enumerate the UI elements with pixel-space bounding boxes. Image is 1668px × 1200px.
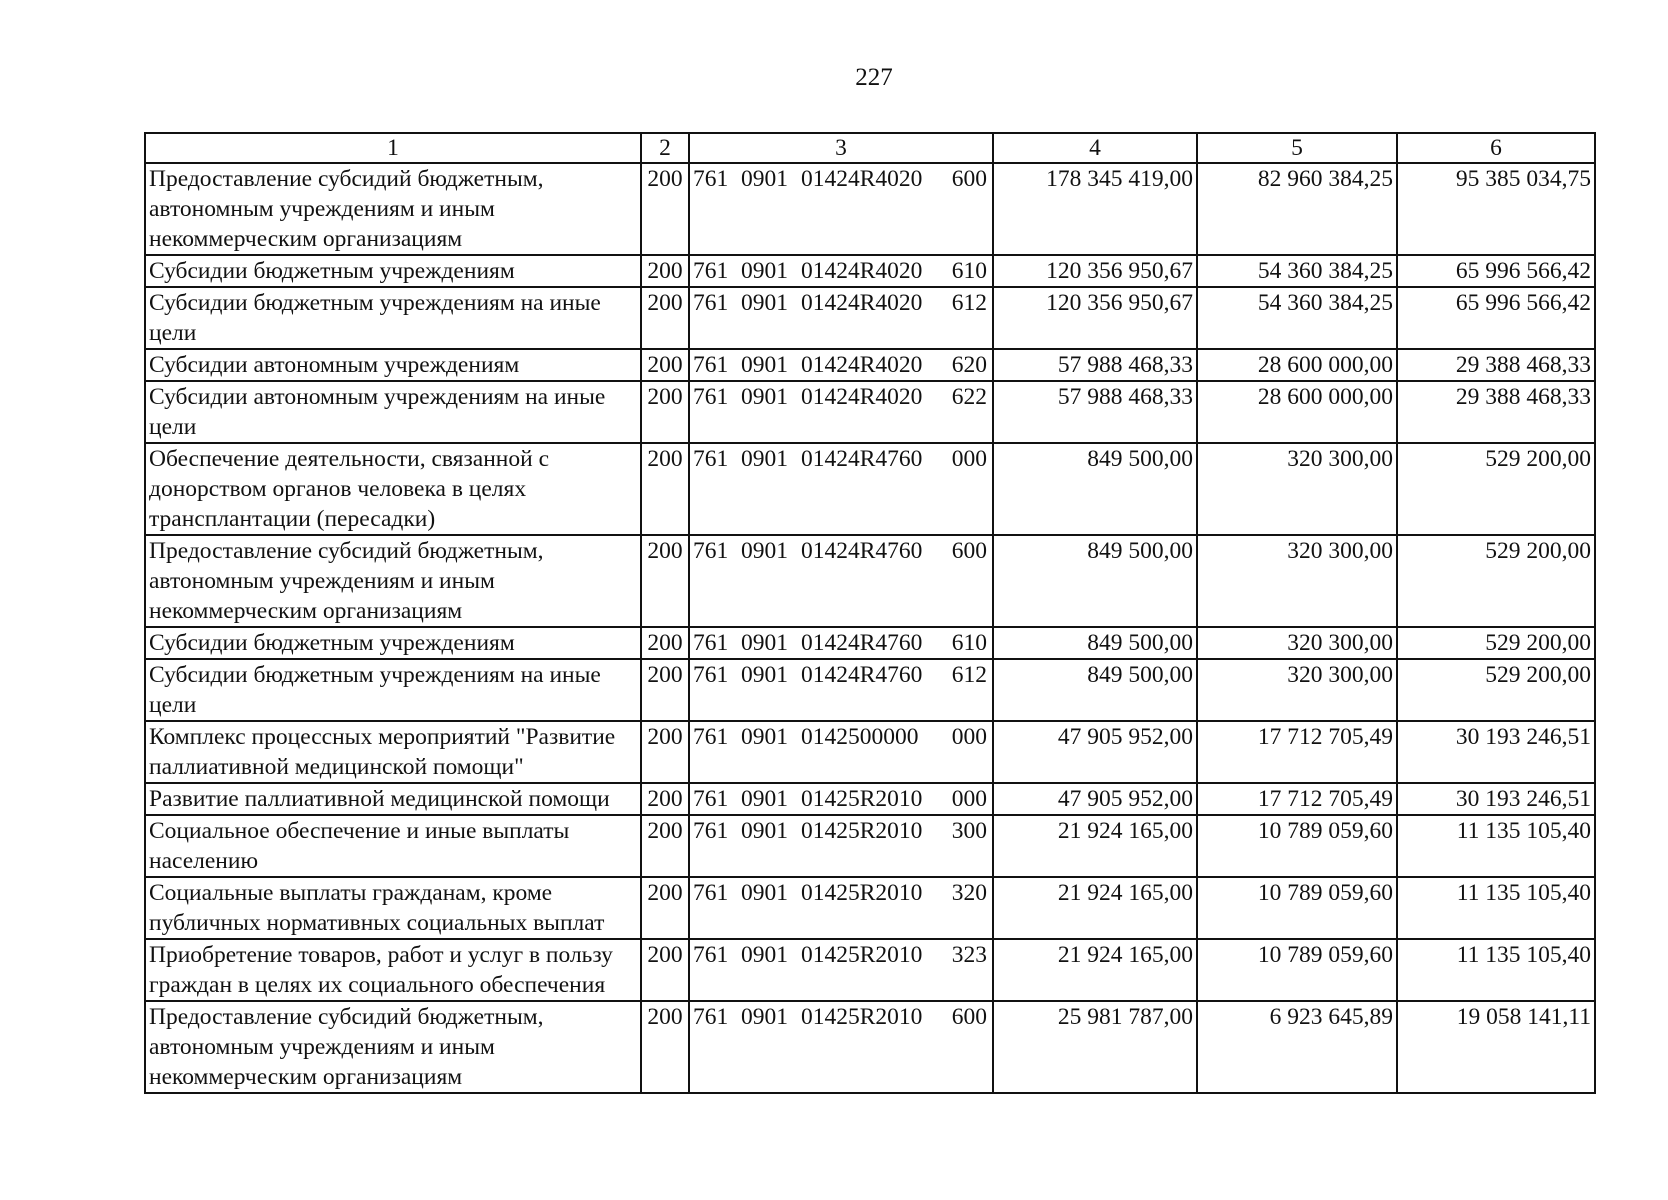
code-cell: 200 bbox=[641, 381, 689, 443]
amount-col5-cell: 82 960 384,25 bbox=[1197, 163, 1397, 255]
target-article-code: 01425R2010 bbox=[801, 942, 923, 968]
target-article-code: 01424R4020 bbox=[801, 384, 923, 410]
code-cell: 200 bbox=[641, 443, 689, 535]
expense-type-code: 600 bbox=[951, 166, 987, 192]
header-cell: 2 bbox=[641, 133, 689, 163]
classification-cell bbox=[689, 721, 993, 783]
amount-col4-cell: 849 500,00 bbox=[993, 627, 1197, 659]
classification-cell bbox=[689, 255, 993, 287]
amount-col6-cell: 29 388 468,33 bbox=[1397, 349, 1595, 381]
target-article-code: 01424R4020 bbox=[801, 258, 923, 284]
amount-col6-cell: 11 135 105,40 bbox=[1397, 877, 1595, 939]
admin-code: 761 bbox=[693, 166, 729, 192]
admin-code: 761 bbox=[693, 662, 729, 688]
admin-code: 761 bbox=[693, 786, 729, 812]
admin-code: 761 bbox=[693, 446, 729, 472]
classification-cell bbox=[689, 659, 993, 721]
amount-col4-cell: 120 356 950,67 bbox=[993, 287, 1197, 349]
target-article-code: 01425R2010 bbox=[801, 880, 923, 906]
amount-col6-cell: 529 200,00 bbox=[1397, 535, 1595, 627]
table-row bbox=[145, 535, 1595, 627]
expense-type-code: 610 bbox=[951, 258, 987, 284]
amount-col6-cell: 65 996 566,42 bbox=[1397, 287, 1595, 349]
amount-col6-cell: 529 200,00 bbox=[1397, 443, 1595, 535]
amount-col4-cell: 57 988 468,33 bbox=[993, 349, 1197, 381]
amount-col4-cell: 25 981 787,00 bbox=[993, 1001, 1197, 1093]
amount-col6-cell: 95 385 034,75 bbox=[1397, 163, 1595, 255]
table-row bbox=[145, 877, 1595, 939]
expense-type-code: 620 bbox=[951, 352, 987, 378]
classification-cell bbox=[689, 535, 993, 627]
expense-type-code: 000 bbox=[951, 446, 987, 472]
admin-code: 761 bbox=[693, 384, 729, 410]
code-cell: 200 bbox=[641, 627, 689, 659]
table-row bbox=[145, 939, 1595, 1001]
classification-cell bbox=[689, 1001, 993, 1093]
table-row bbox=[145, 721, 1595, 783]
amount-col4-cell: 47 905 952,00 bbox=[993, 721, 1197, 783]
item-name-cell: Приобретение товаров, работ и услуг в пользу граждан в целях их социального обеспечения bbox=[145, 939, 641, 1001]
table-row bbox=[145, 381, 1595, 443]
section-code: 0901 bbox=[741, 818, 788, 844]
classification-cell bbox=[689, 287, 993, 349]
target-article-code: 01424R4760 bbox=[801, 538, 923, 564]
amount-col6-cell: 65 996 566,42 bbox=[1397, 255, 1595, 287]
target-article-code: 01424R4020 bbox=[801, 352, 923, 378]
admin-code: 761 bbox=[693, 818, 729, 844]
amount-col5-cell: 54 360 384,25 bbox=[1197, 255, 1397, 287]
table-row bbox=[145, 443, 1595, 535]
amount-col5-cell: 320 300,00 bbox=[1197, 443, 1397, 535]
section-code: 0901 bbox=[741, 786, 788, 812]
amount-col4-cell: 849 500,00 bbox=[993, 659, 1197, 721]
header-cell: 3 bbox=[689, 133, 993, 163]
item-name-cell: Обеспечение деятельности, связанной с донорством органов человека в целях трансплантации (пересадки) bbox=[145, 443, 641, 535]
expense-type-code: 323 bbox=[951, 942, 987, 968]
section-code: 0901 bbox=[741, 662, 788, 688]
classification-cell bbox=[689, 163, 993, 255]
amount-col4-cell: 21 924 165,00 bbox=[993, 877, 1197, 939]
amount-col6-cell: 11 135 105,40 bbox=[1397, 815, 1595, 877]
admin-code: 761 bbox=[693, 258, 729, 284]
admin-code: 761 bbox=[693, 352, 729, 378]
expense-type-code: 612 bbox=[951, 290, 987, 316]
table-row bbox=[145, 255, 1595, 287]
target-article-code: 01424R4020 bbox=[801, 166, 923, 192]
header-cell: 1 bbox=[145, 133, 641, 163]
code-cell: 200 bbox=[641, 255, 689, 287]
table-row bbox=[145, 815, 1595, 877]
item-name-cell: Предоставление субсидий бюджетным, автономным учреждениям и иным некоммерческим организациям bbox=[145, 1001, 641, 1093]
item-name-cell: Развитие паллиативной медицинской помощи bbox=[145, 783, 641, 815]
target-article-code: 0142500000 bbox=[801, 724, 919, 750]
classification-cell bbox=[689, 877, 993, 939]
item-name-cell: Субсидии автономным учреждениям bbox=[145, 349, 641, 381]
item-name-cell: Социальные выплаты гражданам, кроме публичных нормативных социальных выплат bbox=[145, 877, 641, 939]
admin-code: 761 bbox=[693, 1004, 729, 1030]
code-cell: 200 bbox=[641, 659, 689, 721]
target-article-code: 01425R2010 bbox=[801, 1004, 923, 1030]
section-code: 0901 bbox=[741, 384, 788, 410]
amount-col4-cell: 178 345 419,00 bbox=[993, 163, 1197, 255]
amount-col5-cell: 10 789 059,60 bbox=[1197, 815, 1397, 877]
section-code: 0901 bbox=[741, 258, 788, 284]
target-article-code: 01424R4760 bbox=[801, 446, 923, 472]
amount-col5-cell: 320 300,00 bbox=[1197, 627, 1397, 659]
amount-col6-cell: 11 135 105,40 bbox=[1397, 939, 1595, 1001]
header-cell: 4 bbox=[993, 133, 1197, 163]
expense-type-code: 612 bbox=[951, 662, 987, 688]
section-code: 0901 bbox=[741, 538, 788, 564]
table-row bbox=[145, 349, 1595, 381]
amount-col4-cell: 21 924 165,00 bbox=[993, 939, 1197, 1001]
header-cell: 6 bbox=[1397, 133, 1595, 163]
amount-col5-cell: 17 712 705,49 bbox=[1197, 783, 1397, 815]
table-row bbox=[145, 627, 1595, 659]
amount-col5-cell: 28 600 000,00 bbox=[1197, 349, 1397, 381]
target-article-code: 01424R4020 bbox=[801, 290, 923, 316]
item-name-cell: Социальное обеспечение и иные выплаты населению bbox=[145, 815, 641, 877]
admin-code: 761 bbox=[693, 538, 729, 564]
item-name-cell: Субсидии бюджетным учреждениям bbox=[145, 255, 641, 287]
amount-col6-cell: 29 388 468,33 bbox=[1397, 381, 1595, 443]
code-cell: 200 bbox=[641, 783, 689, 815]
admin-code: 761 bbox=[693, 724, 729, 750]
classification-cell bbox=[689, 349, 993, 381]
expense-type-code: 622 bbox=[951, 384, 987, 410]
code-cell: 200 bbox=[641, 939, 689, 1001]
target-article-code: 01425R2010 bbox=[801, 818, 923, 844]
section-code: 0901 bbox=[741, 1004, 788, 1030]
item-name-cell: Субсидии бюджетным учреждениям bbox=[145, 627, 641, 659]
amount-col6-cell: 529 200,00 bbox=[1397, 627, 1595, 659]
expense-type-code: 600 bbox=[951, 538, 987, 564]
code-cell: 200 bbox=[641, 535, 689, 627]
item-name-cell: Субсидии бюджетным учреждениям на иные цели bbox=[145, 287, 641, 349]
table-row bbox=[145, 783, 1595, 815]
amount-col4-cell: 47 905 952,00 bbox=[993, 783, 1197, 815]
classification-cell bbox=[689, 939, 993, 1001]
amount-col6-cell: 19 058 141,11 bbox=[1397, 1001, 1595, 1093]
item-name-cell: Предоставление субсидий бюджетным, автономным учреждениям и иным некоммерческим организациям bbox=[145, 535, 641, 627]
amount-col4-cell: 849 500,00 bbox=[993, 443, 1197, 535]
amount-col5-cell: 10 789 059,60 bbox=[1197, 939, 1397, 1001]
code-cell: 200 bbox=[641, 877, 689, 939]
budget-table bbox=[144, 132, 1596, 1094]
amount-col5-cell: 6 923 645,89 bbox=[1197, 1001, 1397, 1093]
amount-col6-cell: 30 193 246,51 bbox=[1397, 721, 1595, 783]
expense-type-code: 600 bbox=[951, 1004, 987, 1030]
amount-col6-cell: 529 200,00 bbox=[1397, 659, 1595, 721]
admin-code: 761 bbox=[693, 630, 729, 656]
amount-col4-cell: 849 500,00 bbox=[993, 535, 1197, 627]
code-cell: 200 bbox=[641, 815, 689, 877]
table-row bbox=[145, 163, 1595, 255]
section-code: 0901 bbox=[741, 166, 788, 192]
amount-col6-cell: 30 193 246,51 bbox=[1397, 783, 1595, 815]
expense-type-code: 300 bbox=[951, 818, 987, 844]
classification-cell bbox=[689, 443, 993, 535]
amount-col5-cell: 17 712 705,49 bbox=[1197, 721, 1397, 783]
classification-cell bbox=[689, 627, 993, 659]
item-name-cell: Предоставление субсидий бюджетным, автономным учреждениям и иным некоммерческим организациям bbox=[145, 163, 641, 255]
section-code: 0901 bbox=[741, 942, 788, 968]
section-code: 0901 bbox=[741, 290, 788, 316]
section-code: 0901 bbox=[741, 352, 788, 378]
amount-col5-cell: 28 600 000,00 bbox=[1197, 381, 1397, 443]
item-name-cell: Комплекс процессных мероприятий "Развитие паллиативной медицинской помощи" bbox=[145, 721, 641, 783]
admin-code: 761 bbox=[693, 942, 729, 968]
code-cell: 200 bbox=[641, 721, 689, 783]
code-cell: 200 bbox=[641, 349, 689, 381]
admin-code: 761 bbox=[693, 290, 729, 316]
amount-col4-cell: 120 356 950,67 bbox=[993, 255, 1197, 287]
amount-col5-cell: 54 360 384,25 bbox=[1197, 287, 1397, 349]
classification-cell bbox=[689, 815, 993, 877]
code-cell: 200 bbox=[641, 1001, 689, 1093]
table-header-row bbox=[145, 133, 1595, 163]
amount-col4-cell: 57 988 468,33 bbox=[993, 381, 1197, 443]
expense-type-code: 320 bbox=[951, 880, 987, 906]
target-article-code: 01424R4760 bbox=[801, 630, 923, 656]
item-name-cell: Субсидии бюджетным учреждениям на иные цели bbox=[145, 659, 641, 721]
admin-code: 761 bbox=[693, 880, 729, 906]
amount-col5-cell: 10 789 059,60 bbox=[1197, 877, 1397, 939]
page-number: 227 bbox=[855, 64, 893, 91]
amount-col4-cell: 21 924 165,00 bbox=[993, 815, 1197, 877]
table-row bbox=[145, 1001, 1595, 1093]
amount-col5-cell: 320 300,00 bbox=[1197, 659, 1397, 721]
section-code: 0901 bbox=[741, 724, 788, 750]
section-code: 0901 bbox=[741, 630, 788, 656]
classification-cell bbox=[689, 783, 993, 815]
section-code: 0901 bbox=[741, 880, 788, 906]
classification-cell bbox=[689, 381, 993, 443]
item-name-cell: Субсидии автономным учреждениям на иные цели bbox=[145, 381, 641, 443]
table-row bbox=[145, 659, 1595, 721]
code-cell: 200 bbox=[641, 163, 689, 255]
amount-col5-cell: 320 300,00 bbox=[1197, 535, 1397, 627]
code-cell: 200 bbox=[641, 287, 689, 349]
table-row bbox=[145, 287, 1595, 349]
target-article-code: 01425R2010 bbox=[801, 786, 923, 812]
header-cell: 5 bbox=[1197, 133, 1397, 163]
expense-type-code: 000 bbox=[951, 724, 987, 750]
section-code: 0901 bbox=[741, 446, 788, 472]
expense-type-code: 000 bbox=[951, 786, 987, 812]
expense-type-code: 610 bbox=[951, 630, 987, 656]
target-article-code: 01424R4760 bbox=[801, 662, 923, 688]
